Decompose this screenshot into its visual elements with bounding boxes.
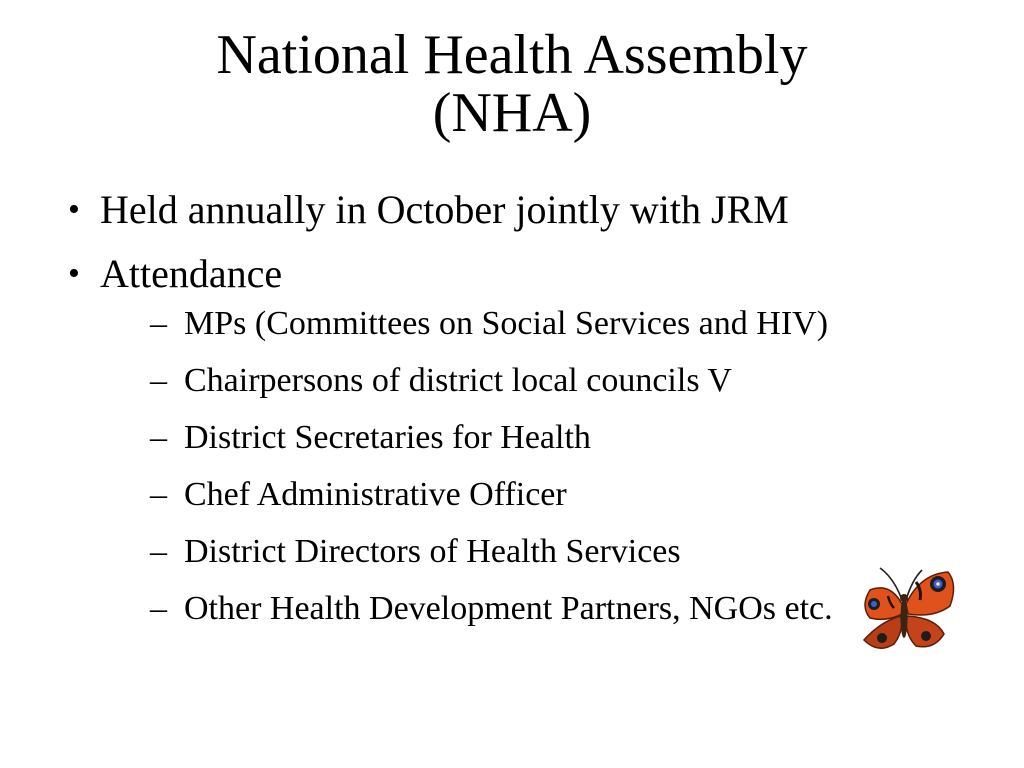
- bullet-marker: •: [68, 255, 80, 292]
- sub-item-text: MPs (Committees on Social Services and HIV): [184, 305, 829, 342]
- bullet-text: Attendance: [100, 251, 283, 296]
- sub-item-text: District Directors of Health Services: [184, 533, 681, 570]
- sub-item-text: District Secretaries for Health: [184, 419, 591, 456]
- dash-marker: –: [150, 305, 167, 342]
- dash-marker: –: [150, 476, 167, 513]
- sub-item-chairpersons: [140, 361, 992, 401]
- bullet-item-held-annually: [62, 186, 992, 234]
- title-line-2: (NHA): [432, 82, 592, 144]
- sub-item-mps: [140, 304, 992, 344]
- sub-item-chef-administrative-officer: [140, 475, 992, 515]
- slide-title: [0, 26, 1024, 142]
- dash-marker: –: [150, 419, 167, 456]
- sub-item-text: Chef Administrative Officer: [184, 476, 567, 513]
- dash-marker: –: [150, 533, 167, 570]
- title-line-1: National Health Assembly: [216, 24, 808, 86]
- bullet-marker: •: [68, 191, 80, 228]
- sub-item-district-secretaries: [140, 418, 992, 458]
- dash-marker: –: [150, 362, 167, 399]
- sub-item-text: Other Health Development Partners, NGOs etc.: [184, 590, 833, 627]
- dash-marker: –: [150, 590, 167, 627]
- butterfly-icon: [850, 560, 960, 660]
- sub-item-text: Chairpersons of district local councils V: [184, 362, 732, 399]
- bullet-text: Held annually in October jointly with JRM: [100, 187, 789, 232]
